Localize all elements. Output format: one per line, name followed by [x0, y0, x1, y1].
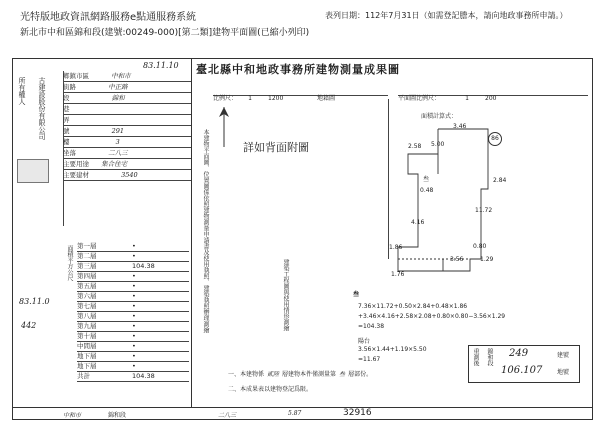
row-number: 號 [63, 127, 70, 135]
dim-2: 5.00 [431, 141, 445, 148]
floor-row-value: • [132, 362, 136, 370]
use-value: 集合住宅 [101, 160, 128, 168]
floor-row [77, 371, 189, 382]
scale-1-den: 1200 [268, 95, 284, 102]
scale-label-2: 平面圖比例尺： [398, 95, 441, 102]
section-value: 錦和 [111, 94, 125, 102]
district-value: 中和市 [111, 72, 131, 80]
scale-text: 地籍圖 [317, 95, 336, 102]
floor-row-value: • [132, 272, 136, 280]
dim-0: 3.46 [453, 123, 467, 130]
bottom-city: 中和市 [63, 412, 82, 419]
corner-circle: 86 [488, 132, 502, 146]
dim-1: 2.58 [408, 143, 422, 150]
area-vertical-label: 面積平方公尺 [66, 245, 73, 281]
floor-row-value: • [132, 252, 136, 260]
floor-row-label: 第二層 [77, 252, 97, 260]
bottom-serial: 32916 [343, 408, 372, 418]
floor-row-value: • [132, 282, 136, 290]
survey-sheet [12, 58, 593, 420]
bottom-section: 錦和段 [108, 412, 127, 419]
balcony-line-1: 3.56×1.44+1.19×5.50 [358, 346, 427, 353]
calc-line-2: +3.46×4.16+2.58×2.08+0.80×0.80−3.56×1.29 [358, 313, 506, 320]
balcony-label: 陽台 [358, 338, 371, 345]
floor-row-label: 第五層 [77, 282, 97, 290]
north-arrow-icon [213, 103, 235, 151]
number-value: 291 [111, 127, 124, 135]
left-date: 83.11.0 [19, 297, 50, 306]
floor-row-label: 第十層 [77, 332, 97, 340]
location-map [213, 99, 389, 259]
floor-row-value: • [132, 302, 136, 310]
row-district: 鄉鎮市區 [63, 72, 89, 80]
vertical-note-2: 建築工程圖與使用情形測繪 [282, 259, 289, 331]
floor-plan-drawing [378, 119, 538, 279]
dim-4: 0.48 [420, 187, 434, 194]
building-info [63, 71, 191, 241]
resurvey-stamp [468, 345, 580, 383]
dim-5: 11.72 [475, 207, 493, 214]
note-2: 二、本成果表以建物登記爲限。 [228, 386, 313, 393]
seal-mark [17, 159, 49, 183]
dim-9: 3.56 [450, 256, 464, 263]
scale-2: 1 [465, 95, 469, 102]
row-use: 主要用途 [63, 160, 89, 168]
floor-row-label: 地下層 [77, 362, 97, 370]
floor-row-label: 第七層 [77, 302, 97, 310]
bottom-strip [13, 407, 592, 420]
stamp-land-no: 106.107 [501, 365, 543, 376]
bottom-small: 5.87 [288, 410, 302, 417]
row-location: 坐落 [63, 149, 76, 157]
owner-column [13, 71, 64, 226]
calc-floor-label: 叁 [353, 291, 360, 298]
floor-row-label: 中間層 [77, 342, 97, 350]
floor-row-value: • [132, 342, 136, 350]
stamp-land-label: 地號 [557, 369, 570, 376]
print-date: 表列日期：112年7月31日（如需登記謄本，請向地政事務所申請。） [325, 11, 568, 20]
dim-7: 1.86 [389, 244, 403, 251]
floor-table [63, 241, 191, 391]
plan-subtitle: 新北市中和區錦和段(建號:00249-000)[第二類]建物平面圖(已縮小列印) [20, 28, 310, 38]
dim-10: 1.29 [480, 256, 494, 263]
vertical-note: 本建物平面圖、位置圖係依照建物測量申請書及使用執照、建築執照辦理測繪 [202, 129, 209, 333]
note-1: 一、本建物係 貳陸 層建物本件僅測量第 叁 層部份。 [228, 371, 373, 378]
attribute-table [13, 59, 192, 407]
floor-row-value: • [132, 292, 136, 300]
calc-line-3: =104.38 [358, 323, 385, 330]
left-number: 442 [21, 321, 37, 330]
row-alley: 弄 [63, 116, 70, 124]
bottom-road: 二八三 [218, 412, 237, 419]
scale-2-den: 200 [485, 95, 497, 102]
stamp-building-no: 249 [509, 348, 529, 359]
floor-row-value: 104.38 [132, 262, 155, 270]
scale-1: 1 [248, 95, 252, 102]
floor-row-value: • [132, 332, 136, 340]
row-floor: 樓 [63, 138, 70, 146]
floor-label: 叁 [423, 176, 430, 183]
floor-row-value: 104.38 [132, 372, 155, 380]
row-lane: 巷 [63, 105, 70, 113]
dim-11: 1.76 [391, 271, 405, 278]
row-section: 段 [63, 94, 70, 102]
see-back-stamp: 詳如背面附圖 [243, 141, 309, 154]
floor-row-value: • [132, 322, 136, 330]
floor-value: 3 [115, 138, 120, 146]
doc-title: 臺北縣中和地政事務所建物測量成果圖 [196, 63, 400, 76]
system-title: 光特版地政資訊網路服務e點通服務系統 [20, 12, 197, 23]
date-stamp: 83.11.10 [143, 61, 179, 70]
floor-row-label: 第六層 [77, 292, 97, 300]
owner-label: 所有權人 [18, 77, 26, 105]
material-value: 3540 [121, 171, 138, 179]
floor-row-label: 第八層 [77, 312, 97, 320]
dim-3: 2.84 [493, 177, 507, 184]
area-calc-label: 面積計算式： [421, 113, 458, 120]
stamp-resurvey: 重測後 [472, 348, 479, 366]
dim-6: 4.16 [411, 219, 425, 226]
row-street: 街路 [63, 83, 76, 91]
floor-row-label: 第三層 [77, 262, 97, 270]
stamp-section: 錦和段 [486, 348, 493, 366]
floor-row-value: • [132, 242, 136, 250]
location-value: 二八三 [108, 149, 128, 157]
dim-8: 0.80 [473, 243, 487, 250]
stamp-building-label: 建號 [557, 352, 570, 359]
floor-row-label: 共計 [77, 372, 90, 380]
floor-row-value: • [132, 352, 136, 360]
floor-row-label: 地下層 [77, 352, 97, 360]
floor-row-label: 第一層 [77, 242, 97, 250]
balcony-line-2: =11.67 [358, 356, 381, 363]
scale-label-1: 比例尺： [213, 95, 238, 102]
street-value: 中正路 [108, 83, 128, 91]
floor-row-label: 第九層 [77, 322, 97, 330]
owner-value: 古建設股份有限公司 [38, 77, 46, 140]
calc-line-1: 7.36×11.72+0.50×2.84+0.48×1.86 [358, 303, 468, 310]
floor-row-value: • [132, 312, 136, 320]
floor-row-label: 第四層 [77, 272, 97, 280]
row-material: 主要建材 [63, 171, 89, 179]
